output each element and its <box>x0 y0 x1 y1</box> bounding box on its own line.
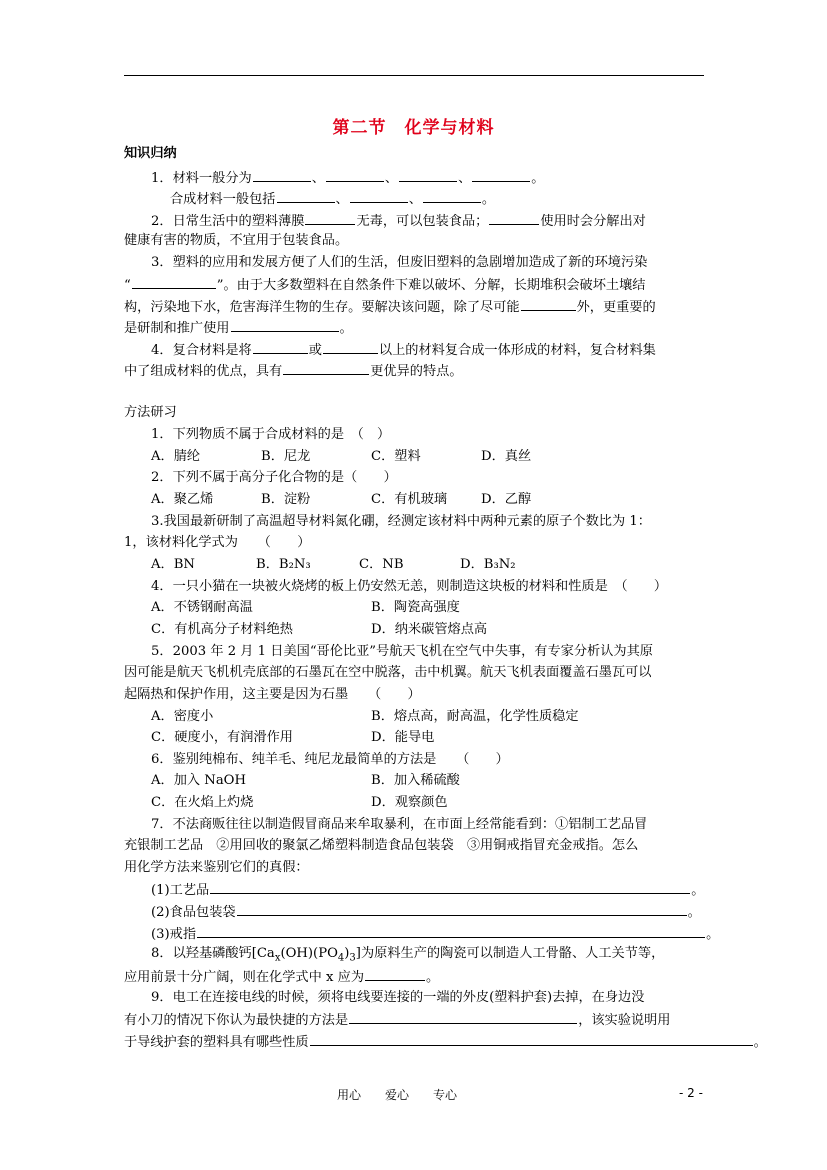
page-title: 第二节 化学与材料 <box>332 118 495 138</box>
footer-motto: 用心 爱心 专心 <box>337 1088 458 1102</box>
mcq-5a: 5．2003 年 2 月 1 日美国“哥伦比亚”号航天飞机在空气中失事，有专家分析认为其原 <box>151 644 653 659</box>
mcq-1-option-c: C．塑料 <box>371 449 421 464</box>
question-7-item-1: (1)工艺品 。 <box>151 880 704 900</box>
mcq-5-option-b: B．熔点高，耐高温，化学性质稳定 <box>371 709 579 724</box>
question-3d: 是研制和推广使用 。 <box>124 318 353 338</box>
question-7-item-3: (3)戒指 。 <box>151 924 719 944</box>
mcq-6-option-b: B．加入稀硫酸 <box>371 773 460 788</box>
question-7c: 用化学方法来鉴别它们的真假： <box>124 860 309 875</box>
mcq-1: 1．下列物质不属于合成材料的是 （ ） <box>151 427 391 442</box>
question-7b: 充银制工艺品 ②用回收的聚氯乙烯塑料制造食品包装袋 ③用铜戒指冒充金戒指。怎么 <box>124 838 639 853</box>
mcq-2-option-b: B．淀粉 <box>261 492 311 507</box>
section-heading-knowledge: 知识归纳 <box>124 146 177 161</box>
mcq-5c: 起隔热和保护作用，这主要是因为石墨 （ ） <box>124 687 421 702</box>
mcq-3-option-c: C．NB <box>359 557 404 572</box>
mcq-4-option-c: C．有机高分子材料绝热 <box>151 622 293 637</box>
mcq-4-option-b: B．陶瓷高强度 <box>371 600 460 615</box>
question-7a: 7．不法商贩往往以制造假冒商品来牟取暴利，在市面上经常能看到：①铝制工艺品冒 <box>151 817 648 832</box>
question-9a: 9．电工在连接电线的时候，须将电线要连接的一端的外皮(塑料护套)去掉，在身边没 <box>151 990 645 1005</box>
question-4a: 4．复合材料是将 或 以上的材料复合成一体形成的材料，复合材料集 <box>151 340 656 360</box>
mcq-6: 6．鉴别纯棉布、纯羊毛、纯尼龙最简单的方法是 （ ） <box>151 752 509 767</box>
question-4b: 中了组成材料的优点，具有 更优异的特点。 <box>124 361 463 381</box>
mcq-5-option-d: D．能导电 <box>371 730 435 745</box>
mcq-6-option-c: C．在火焰上灼烧 <box>151 795 254 810</box>
mcq-3-option-b: B．B₂N₃ <box>256 557 311 572</box>
header-rule <box>124 75 704 76</box>
question-3a: 3．塑料的应用和发展方便了人们的生活，但废旧塑料的急剧增加造成了新的环境污染 <box>151 255 648 270</box>
question-3c: 构，污染地下水，危害海洋生物的生存。要解决该问题，除了尽可能 外，更重要的 <box>124 297 656 317</box>
mcq-3b: 1，该材料化学式为 （ ） <box>124 535 311 550</box>
mcq-2-option-a: A．聚乙烯 <box>151 492 214 507</box>
question-1a: 1．材料一般分为 、 、 、 。 <box>151 168 544 188</box>
mcq-2-option-c: C．有机玻璃 <box>371 492 448 507</box>
mcq-2-option-d: D．乙醇 <box>481 492 532 507</box>
mcq-5-option-c: C．硬度小，有润滑作用 <box>151 730 293 745</box>
mcq-1-option-b: B．尼龙 <box>261 449 311 464</box>
mcq-6-option-a: A．加入 NaOH <box>151 773 246 788</box>
mcq-3a: 3.我国最新研制了高温超导材料氮化硼，经测定该材料中两种元素的原子个数比为 1： <box>151 514 651 529</box>
mcq-3-option-a: A．BN <box>151 557 195 572</box>
question-8a: 8．以羟基磷酸钙$[Ca_x(OH)(PO_4)_3]$为原料生产的陶瓷可以制造人工骨骼、人工关节等， <box>151 946 665 964</box>
mcq-5-option-a: A．密度小 <box>151 709 214 724</box>
question-7-item-2: (2)食品包装袋 。 <box>151 902 701 922</box>
mcq-3-option-d: D．B₃N₂ <box>460 557 516 572</box>
mcq-2: 2．下列不属于高分子化合物的是（ ） <box>151 470 397 485</box>
question-9c: 于导线护套的塑料具有哪些性质 。 <box>124 1032 767 1052</box>
mcq-1-option-d: D．真丝 <box>481 449 532 464</box>
question-8b: 应用前景十分广阔，则在化学式中 x 应为 。 <box>124 967 439 987</box>
mcq-1-option-a: A．腈纶 <box>151 449 201 464</box>
mcq-6-option-d: D．观察颜色 <box>371 795 448 810</box>
question-1b: 合成材料一般包括 、 、 。 <box>170 189 495 209</box>
mcq-5b: 因可能是航天飞机机壳底部的石墨瓦在空中脱落，击中机翼。航天飞机表面覆盖石墨瓦可以 <box>124 665 652 680</box>
mcq-4-option-d: D．纳米碳管熔点高 <box>371 622 488 637</box>
question-2b: 健康有害的物质，不宜用于包装食品。 <box>124 233 349 248</box>
section-heading-methods: 方法研习 <box>124 405 177 420</box>
question-2a: 2．日常生活中的塑料薄膜 无毒，可以包装食品； 使用时会分解出对 <box>151 211 646 231</box>
question-3b: “ ”。由于大多数塑料在自然条件下难以破坏、分解，长期堆积会破坏土壤结 <box>124 275 646 295</box>
question-9b: 有小刀的情况下你认为最快捷的方法是 ，该实验说明用 <box>124 1010 671 1030</box>
page-number: - 2 - <box>679 1086 703 1100</box>
mcq-4: 4．一只小猫在一块被火烧烤的板上仍安然无恙，则制造这块板的材料和性质是 （ ） <box>151 579 668 594</box>
mcq-4-option-a: A．不锈钢耐高温 <box>151 600 253 615</box>
